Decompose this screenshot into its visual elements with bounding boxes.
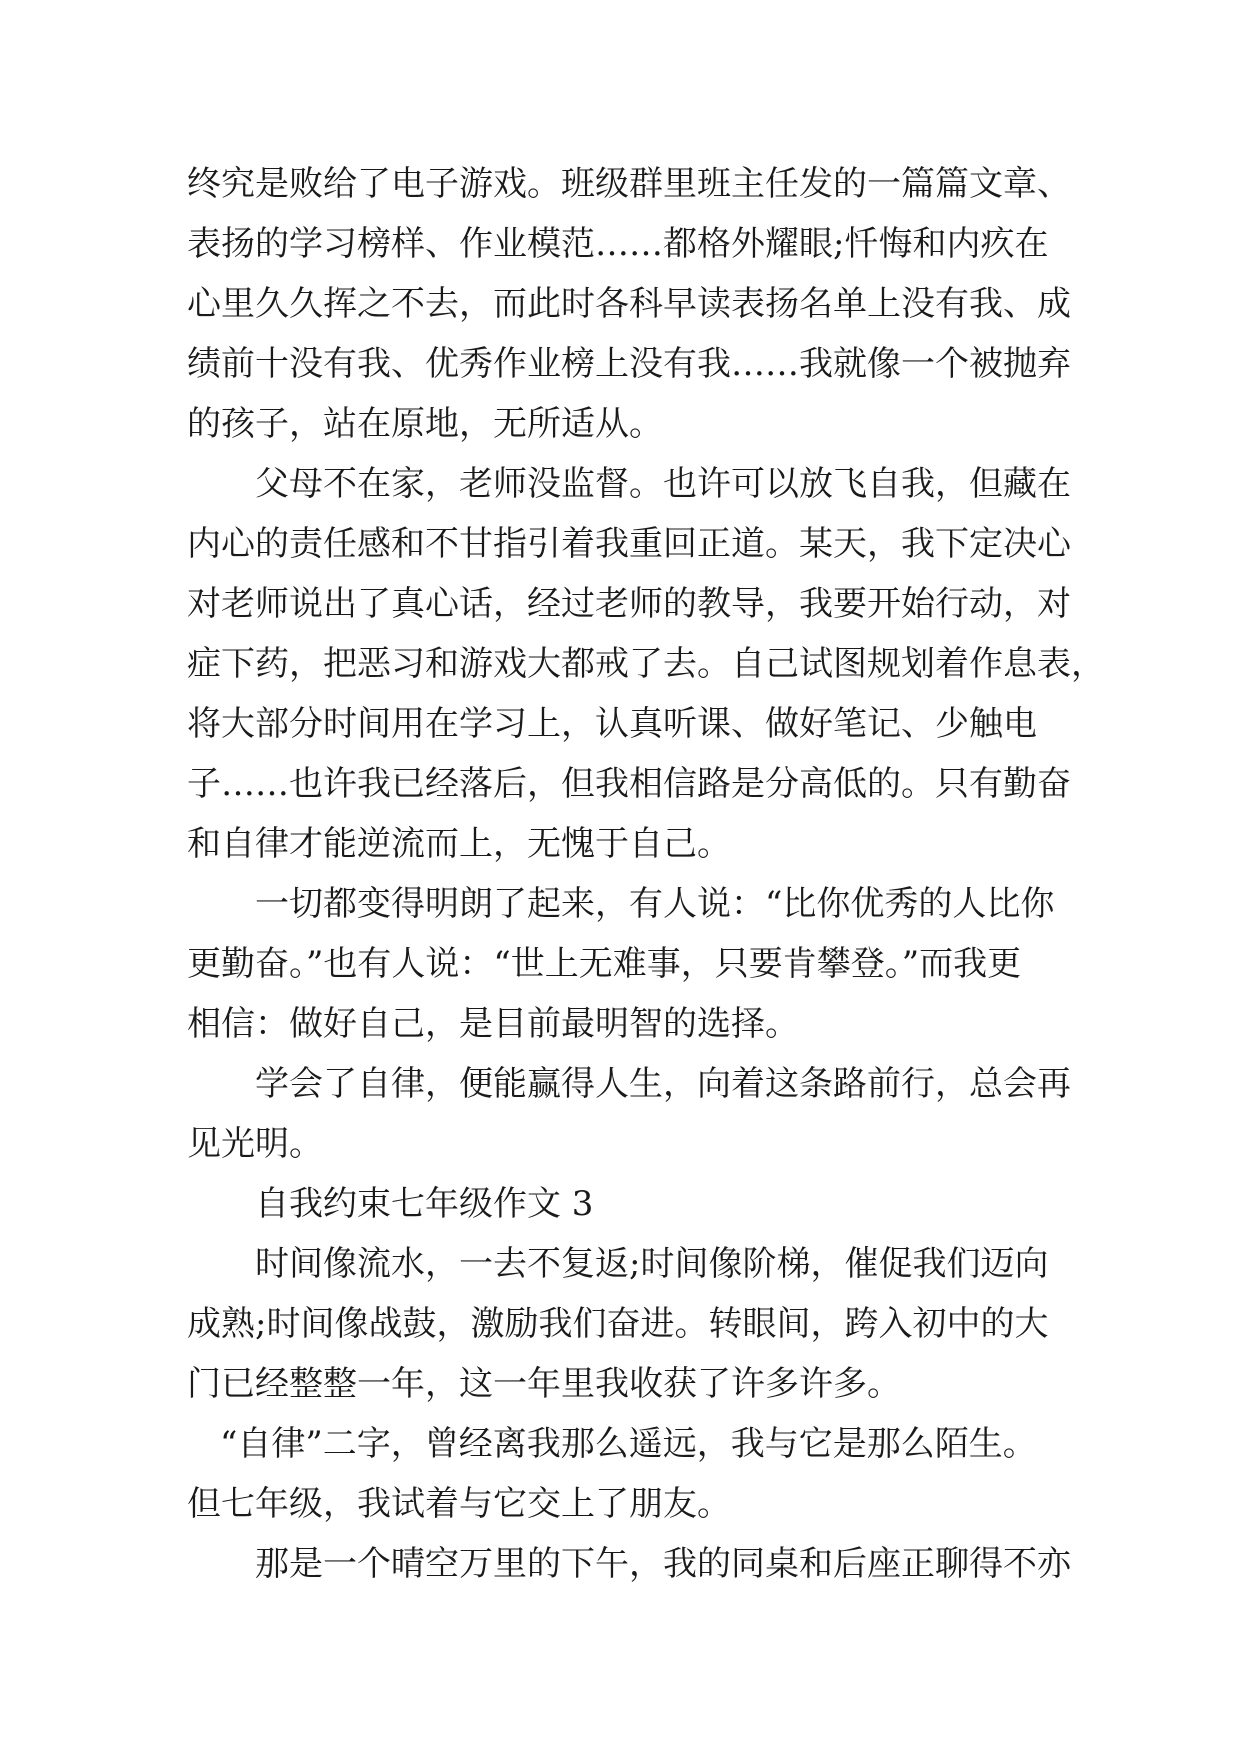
text-line: 绩前十没有我、优秀作业榜上没有我……我就像一个被抛弃 [187, 344, 1071, 384]
section-heading: 自我约束七年级作文 3 [255, 1184, 594, 1224]
text-line: 但七年级，我试着与它交上了朋友。 [187, 1484, 731, 1524]
text-line: 对老师说出了真心话，经过老师的教导，我要开始行动，对 [187, 584, 1071, 624]
text-line: 终究是败给了电子游戏。班级群里班主任发的一篇篇文章、 [187, 164, 1071, 204]
paragraph-start-line: 一切都变得明朗了起来，有人说：“比你优秀的人比你 [255, 884, 1055, 924]
text-line: 内心的责任感和不甘指引着我重回正道。某天，我下定决心 [187, 524, 1071, 564]
text-line: 将大部分时间用在学习上，认真听课、做好笔记、少触电 [187, 704, 1037, 744]
text-line: 门已经整整一年，这一年里我收获了许多许多。 [187, 1364, 901, 1404]
text-line: 相信：做好自己，是目前最明智的选择。 [187, 1004, 799, 1044]
text-line: 症下药，把恶习和游戏大都戒了去。自己试图规划着作息表， [187, 644, 1105, 684]
text-line: 和自律才能逆流而上，无愧于自己。 [187, 824, 731, 864]
text-line: 成熟;时间像战鼓，激励我们奋进。转眼间，跨入初中的大 [187, 1304, 1049, 1344]
text-line: 见光明。 [187, 1124, 323, 1164]
paragraph-start-line: 学会了自律，便能赢得人生，向着这条路前行，总会再 [255, 1064, 1071, 1104]
text-line: 的孩子，站在原地，无所适从。 [187, 404, 663, 444]
text-line: 子……也许我已经落后，但我相信路是分高低的。只有勤奋 [187, 764, 1071, 804]
text-line: 更勤奋。”也有人说：“世上无难事，只要肯攀登。”而我更 [187, 944, 1022, 984]
paragraph-start-line: 时间像流水，一去不复返;时间像阶梯，催促我们迈向 [255, 1244, 1049, 1284]
paragraph-start-line: 那是一个晴空万里的下午，我的同桌和后座正聊得不亦 [255, 1544, 1071, 1584]
paragraph-start-line: “自律”二字，曾经离我那么遥远，我与它是那么陌生。 [220, 1424, 1037, 1464]
text-line: 心里久久挥之不去，而此时各科早读表扬名单上没有我、成 [187, 284, 1071, 324]
paragraph-start-line: 父母不在家，老师没监督。也许可以放飞自我，但藏在 [255, 464, 1071, 504]
text-line: 表扬的学习榜样、作业模范……都格外耀眼;忏悔和内疚在 [187, 224, 1049, 264]
